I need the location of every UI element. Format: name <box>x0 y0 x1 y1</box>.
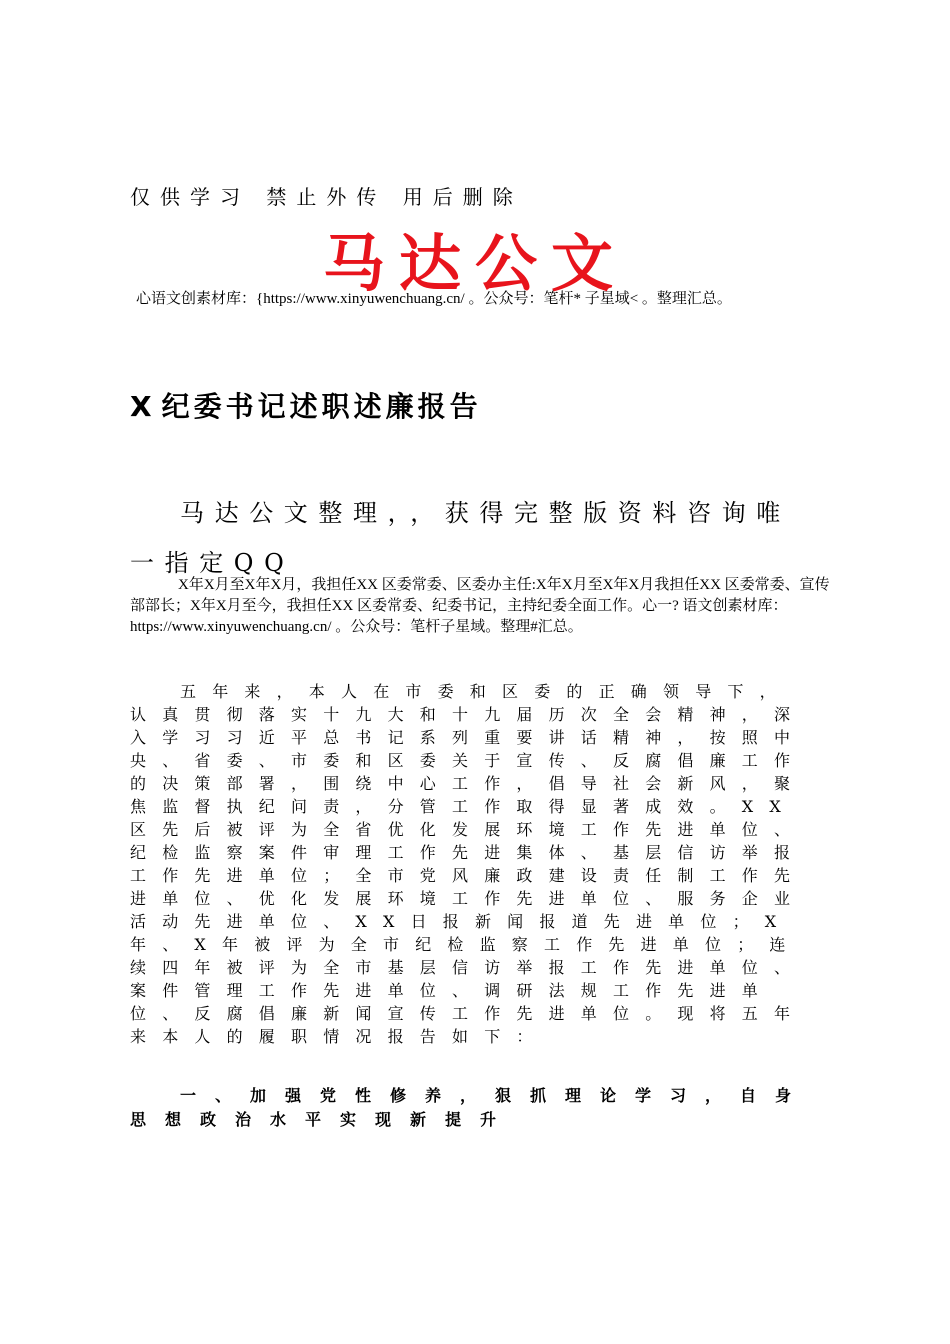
paragraph-1: X年X月至X年X月，我担任XX 区委常委、区委办主任:X年X月至X年X月我担任XX 区委常委、宣传部部长；X年X月至今，我担任XX 区委常委、纪委书记，主持纪委全面工作。心一? 语文创素材库：https://www.xinyuwenchuang.cn/ 。公众号：笔杆子星域。整理#汇总。 <box>130 577 830 635</box>
brand-logo-text: 马达公文 <box>322 227 627 300</box>
title-prefix: X <box>130 390 152 423</box>
paragraph-2: 五年来，本人在市委和区委的正确领导下，认真贯彻落实十九大和十九届历次全会精神，深入学习习近平总书记系列重要讲话精神，按照中央、省委、市委和区委关于宣传、反腐倡廉工作的决策部署，围绕中心工作，倡导社会新风，聚焦监督执纪问责，分管工作取得显著成效。XX区先后被评为全省优化发展环境工作先进单位、纪检监察案件审理工作先进集体、基层信访举报工作先进单位；全市党风廉政建设责任制工作先进单位、优化发展环境工作先进单位、服务企业活动先进单位、XX日报新闻报道先进单位；X年、X年被评为全市纪检监察工作先进单位；连续四年被评为全市基层信访举报工作先进单位、案件管理工作先进单位、调研法规工作先进单位、反腐倡廉新闻宣传工作先进单位。现将五年来本人的履职情况报告如下： <box>130 682 807 1046</box>
usage-notice: 仅供学习 禁止外传 用后删除 <box>130 185 523 209</box>
section-heading-1: 一、加强党性修养，狠抓理论学习，自身思想政治水平实现新提升 <box>130 1086 811 1129</box>
lead-paragraph: 马达公文整理，，获得完整版资料咨询唯一指定QQ <box>130 499 791 577</box>
title-text: 纪委书记述职述廉报告 <box>161 390 482 423</box>
source-line: 心语文创素材库：{https://www.xinyuwenchuang.cn/ 。公众号：笔杆* 子星域< 。整理汇总。 <box>136 291 732 307</box>
document-title <box>130 385 482 425</box>
